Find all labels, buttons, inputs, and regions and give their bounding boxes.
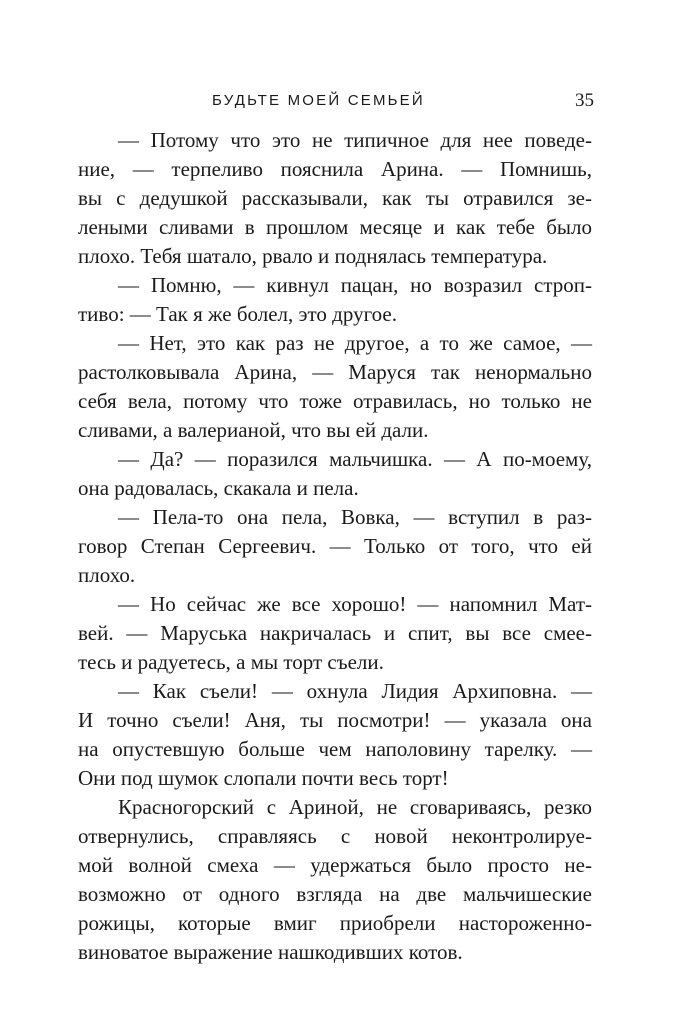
text-line: — Нет, это как раз не другое, а то же самое, — xyxy=(118,331,592,355)
text-line: отвернулись, справляясь с новой неконтролируе- xyxy=(78,824,592,848)
text-line: растолковывала Арина, — Маруся так ненормально xyxy=(78,360,592,384)
text-line: — Как съели! — охнула Лидия Архиповна. — xyxy=(118,679,592,703)
text-line: Красногорский с Ариной, не сговариваясь, резко xyxy=(118,795,592,819)
text-line: плохо. xyxy=(78,563,136,587)
text-line: виноватое выражение нашкодивших котов. xyxy=(78,940,463,964)
text-line: — Потому что это не типичное для нее поведе- xyxy=(118,128,592,152)
text-line: — Да? — поразился мальчишка. — А по-моему, xyxy=(118,447,592,471)
text-line: возможно от одного взгляда на две мальчишеские xyxy=(78,882,592,906)
text-line: на опустевшую больше чем наполовину тарелку. — xyxy=(78,737,592,761)
text-line: тиво: — Так я же болел, это другое. xyxy=(78,302,397,326)
text-line: И точно съели! Аня, ты посмотри! — указала она xyxy=(78,708,592,732)
body-text xyxy=(78,126,592,967)
text-line: — Но сейчас же все хорошо! — напомнил Мат- xyxy=(118,592,592,616)
text-line: тесь и радуетесь, а мы торт съели. xyxy=(78,650,384,674)
text-line: сливами, а валерианой, что вы ей дали. xyxy=(78,418,429,442)
text-line: рожицы, которые вмиг приобрели настороженно- xyxy=(78,911,592,935)
text-line: ние, — терпеливо пояснила Арина. — Помнишь, xyxy=(78,157,592,181)
text-line: вы с дедушкой рассказывали, как ты отравился зе- xyxy=(78,186,592,210)
text-line: мой волной смеха — удержаться было просто не- xyxy=(78,853,592,877)
text-line: Они под шумок слопали почти весь торт! xyxy=(78,766,449,790)
text-line: — Пела-то она пела, Вовка, — вступил в раз- xyxy=(118,505,592,529)
text-line: плохо. Тебя шатало, рвало и поднялась температура. xyxy=(78,244,548,268)
running-title: БУДЬТЕ МОЕЙ СЕМЬЕЙ xyxy=(212,92,425,109)
text-line: леными сливами в прошлом месяце и как тебе было xyxy=(78,215,592,239)
text-line: вей. — Маруська накричалась и спит, вы все смее- xyxy=(78,621,592,645)
text-line: говор Степан Сергеевич. — Только от того, что ей xyxy=(78,534,592,558)
text-line: — Помню, — кивнул пацан, но возразил строп- xyxy=(118,273,592,297)
text-line: себя вела, потому что тоже отравилась, но только не xyxy=(78,389,592,413)
text-line: она радовалась, скакала и пела. xyxy=(78,476,359,500)
running-head xyxy=(78,88,598,114)
page-number: 35 xyxy=(575,90,594,111)
